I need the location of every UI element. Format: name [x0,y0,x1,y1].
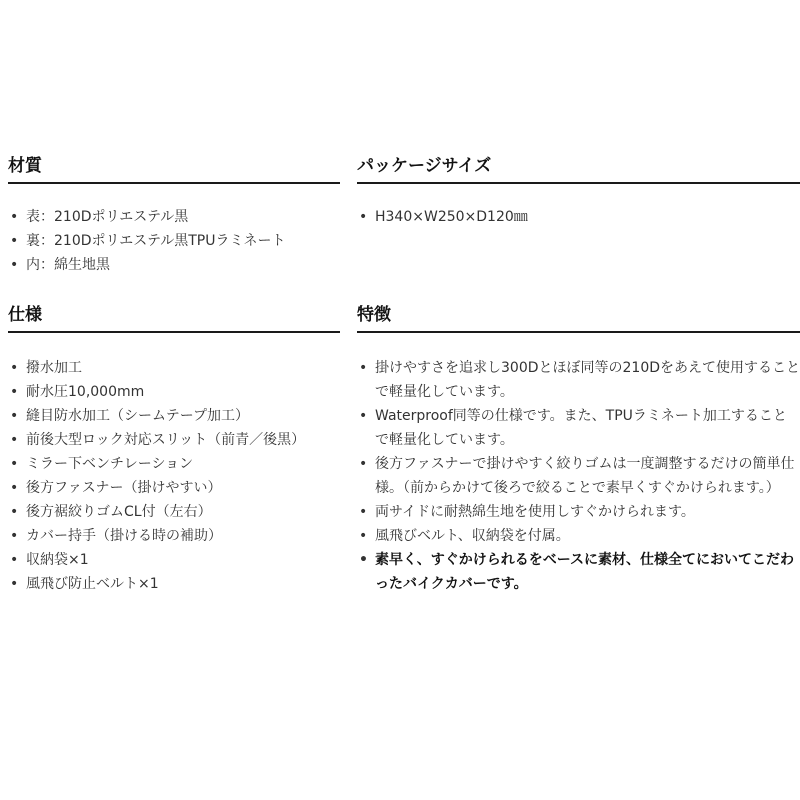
list-item: • 後方ファスナー（掛けやすい） [8,476,340,500]
feature-list [357,356,800,596]
list-item: • 素早く、すぐかけられるをベースに素材、仕様全てにおいてこだわったバイクカバーです。 [357,548,800,596]
spec-heading: 仕様 [8,305,340,333]
feature-heading: 特徴 [357,305,800,333]
list-item: • 後方裾絞りゴムCL付（左右） [8,500,340,524]
list-item: • 後方ファスナーで掛けやすく絞りゴムは一度調整するだけの簡単仕様。（前からかけて後ろで絞ることで素早くすぐかけられます。） [357,452,800,500]
material-list [8,205,340,277]
list-item: • 内：綿生地黒 [8,253,340,277]
list-item: • ミラー下ベンチレーション [8,452,340,476]
feature-section [357,305,800,596]
material-heading: 材質 [8,156,340,184]
material-section [8,156,340,277]
package-section [357,156,800,229]
list-item: • 掛けやすさを追求し300Dとほぼ同等の210Dをあえて使用することで軽量化しています。 [357,356,800,404]
list-item: • 風飛び防止ベルト×1 [8,572,340,596]
list-item: • 縫目防水加工（シームテープ加工） [8,404,340,428]
spec-section [8,305,340,596]
package-list [357,205,800,229]
list-item: • 前後大型ロック対応スリット（前青／後黒） [8,428,340,452]
list-item: • 両サイドに耐熱綿生地を使用しすぐかけられます。 [357,500,800,524]
list-item: • 収納袋×1 [8,548,340,572]
list-item: • Waterproof同等の仕様です。また、TPUラミネート加工することで軽量化しています。 [357,404,800,452]
list-item: • 裏：210Dポリエステル黒TPUラミネート [8,229,340,253]
spec-list [8,356,340,596]
list-item: • 撥水加工 [8,356,340,380]
list-item: • カバー持手（掛ける時の補助） [8,524,340,548]
list-item: • 風飛びベルト、収納袋を付属。 [357,524,800,548]
list-item: • H340×W250×D120㎜ [357,205,800,229]
list-item: • 耐水圧10,000mm [8,380,340,404]
list-item: • 表：210Dポリエステル黒 [8,205,340,229]
package-heading: パッケージサイズ [357,156,800,184]
